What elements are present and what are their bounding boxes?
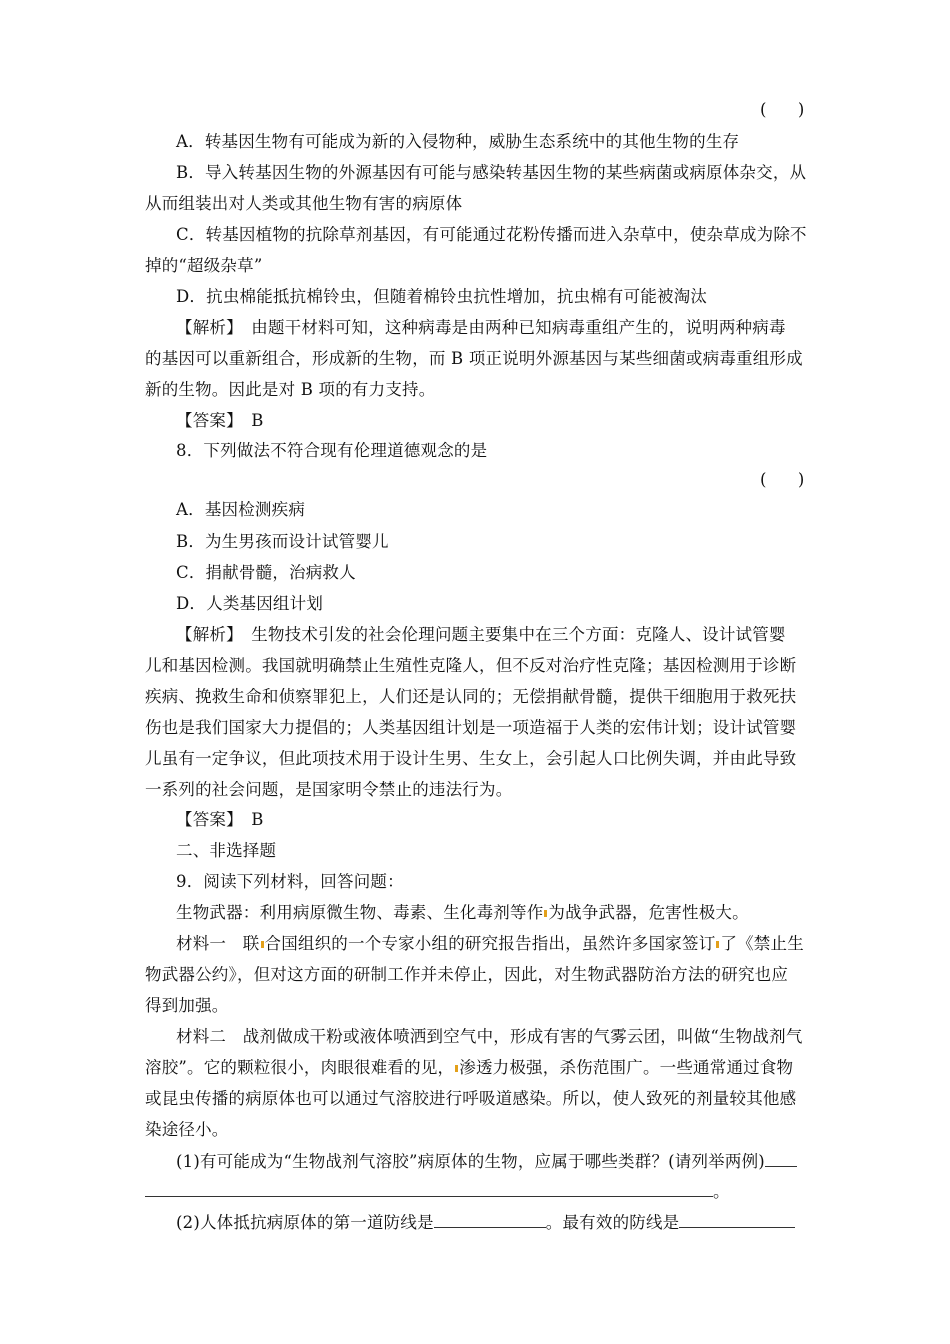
q7-option-b-cont: 从而组装出对人类或其他生物有害的病原体 — [145, 194, 463, 213]
q7-option-a: A．转基因生物有可能成为新的入侵物种，威胁生态系统中的其他生物的生存 — [176, 132, 740, 151]
edit-mark — [455, 1065, 458, 1072]
answer-bracket-q7: ( ) — [760, 100, 805, 119]
q9-material-2: 材料二 战剂做成干粉或液体喷洒到空气中，形成有害的气雾云团，叫做“生物战剂气 — [176, 1027, 803, 1046]
answer-blank[interactable] — [145, 1181, 713, 1197]
edit-mark — [544, 910, 547, 917]
q7-option-b: B．导入转基因生物的外源基因有可能与感染转基因生物的某些病菌或病原体杂交，从 — [176, 163, 807, 182]
q8-option-c: C．捐献骨髓，治病救人 — [176, 563, 356, 582]
q9-material-1: 材料一 联 合国组织的一个专家小组的研究报告指出，虽然许多国家签订 了《禁止生 — [176, 934, 804, 953]
q9-material-2-cont: 溶胶”。它的颗粒很小，肉眼很难看的见， 渗透力极强，杀伤范围广。一些通常通过食物 — [145, 1058, 794, 1077]
q8-answer: 【答案】 B — [176, 810, 264, 829]
answer-blank-most-effective-defense[interactable] — [679, 1212, 795, 1228]
section-heading: 二、非选择题 — [176, 841, 277, 860]
q7-analysis-line: 的基因可以重新组合，形成新的生物，而 B 项正说明外源基因与某些细菌或病毒重组形成 — [145, 349, 803, 368]
q9-material-1-cont: 得到加强。 — [145, 996, 229, 1015]
q8-option-d: D．人类基因组计划 — [176, 594, 324, 613]
q8-analysis-line: 儿和基因检测。我国就明确禁止生殖性克隆人，但不反对治疗性克隆；基因检测用于诊断 — [145, 656, 797, 675]
q8-option-b: B．为生男孩而设计试管婴儿 — [176, 532, 389, 551]
q7-option-c: C．转基因植物的抗除草剂基因，有可能通过花粉传播而进入杂草中，使杂草成为除不 — [176, 225, 807, 244]
q9-material-2-cont: 染途径小。 — [145, 1120, 229, 1139]
q7-option-c-cont: 掉的“超级杂草” — [145, 256, 263, 275]
q9-sub-question-1: (1)有可能成为“生物战剂气溶胶”病原体的生物，应属于哪些类群？(请列举两例) — [176, 1151, 797, 1172]
q9-sub-question-1-cont: 。 — [145, 1181, 730, 1202]
q8-analysis-line: 一系列的社会问题，是国家明令禁止的违法行为。 — [145, 780, 513, 799]
q8-option-a: A．基因检测疾病 — [176, 500, 306, 519]
q9-sub-question-2: (2)人体抵抗病原体的第一道防线是 。最有效的防线是 — [176, 1212, 795, 1233]
answer-blank-first-defense[interactable] — [434, 1212, 546, 1228]
q7-answer: 【答案】 B — [176, 411, 264, 430]
q9-material-1-cont: 物武器公约》，但对这方面的研制工作并未停止，因此，对生物武器防治方法的研究也应 — [145, 965, 789, 984]
edit-mark — [261, 941, 264, 948]
q7-analysis-line: 新的生物。因此是对 B 项的有力支持。 — [145, 380, 436, 399]
q8-stem: 8．下列做法不符合现有伦理道德观念的是 — [176, 441, 488, 460]
q7-analysis-line: 【解析】 由题干材料可知，这种病毒是由两种已知病毒重组产生的，说明两种病毒 — [176, 318, 786, 337]
answer-bracket-q8: ( ) — [760, 470, 805, 489]
q8-analysis-line: 儿虽有一定争议，但此项技术用于设计生男、生女上，会引起人口比例失调，并由此导致 — [145, 749, 797, 768]
q8-analysis-line: 疾病、挽救生命和侦察罪犯上，人们还是认同的；无偿捐献骨髓，提供干细胞用于救死扶 — [145, 687, 797, 706]
q7-option-d: D．抗虫棉能抵抗棉铃虫，但随着棉铃虫抗性增加，抗虫棉有可能被淘汰 — [176, 287, 708, 306]
q8-analysis-line: 【解析】 生物技术引发的社会伦理问题主要集中在三个方面：克隆人、设计试管婴 — [176, 625, 786, 644]
q9-definition: 生物武器：利用病原微生物、毒素、生化毒剂等作 为战争武器，危害性极大。 — [176, 903, 749, 922]
q8-analysis-line: 伤也是我们国家大力提倡的；人类基因组计划是一项造福于人类的宏伟计划；设计试管婴 — [145, 718, 797, 737]
answer-blank[interactable] — [765, 1151, 797, 1167]
q9-material-2-cont: 或昆虫传播的病原体也可以通过气溶胶进行呼吸道感染。所以，使人致死的剂量较其他感 — [145, 1089, 797, 1108]
edit-mark — [716, 941, 719, 948]
q9-stem: 9．阅读下列材料，回答问题： — [176, 872, 404, 891]
